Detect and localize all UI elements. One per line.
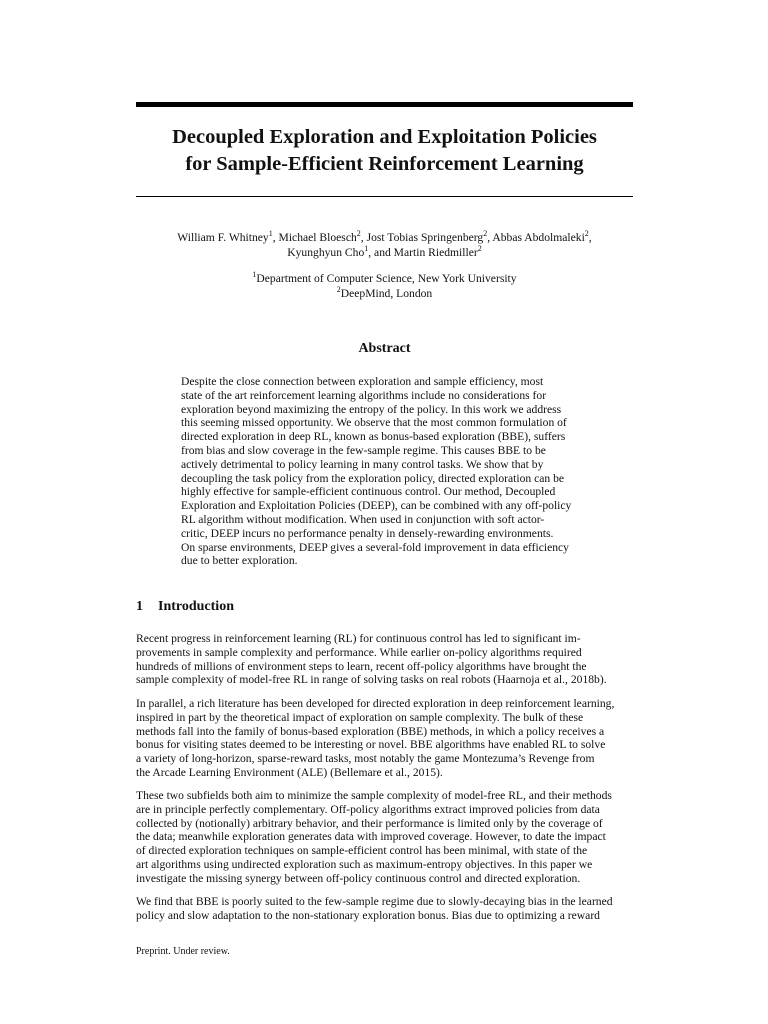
author-name: , Michael Bloesch [272,231,357,244]
affiliation-line [136,271,633,286]
author-line [136,230,633,245]
intro-paragraph [136,895,633,923]
paragraph-line: investigate the missing synergy between off-policy continuous control and directed exploration. [136,871,581,885]
affiliation-marker: 2 [477,244,482,254]
intro-paragraph [136,789,633,886]
abstract-line: due to better exploration. [181,554,298,568]
affiliation-list [136,271,633,301]
paragraph-line: a variety of long-horizon, sparse-reward tasks, most notably the game Montezuma’s Revenge from [136,752,595,766]
affiliation-marker: 2 [483,229,488,239]
paragraph-line: provements in sample complexity and performance. While earlier on-policy algorithms required [136,645,582,659]
abstract-line: Exploration and Exploitation Policies (DEEP), can be combined with any off-policy [181,499,572,513]
abstract-line: from bias and slow coverage in the few-sample regime. This causes BBE to be [181,443,546,457]
affiliation-marker: 2 [356,229,361,239]
affiliation-marker: 1 [364,244,369,254]
paragraph-line: policy and slow adaptation to the non-stationary exploration bonus. Bias due to optimizing a reward [136,908,600,922]
author-name: William F. Whitney [177,231,269,244]
paragraph-line: sample complexity of model-free RL in range of solving tasks on real robots (Haarnoja et al., 2018b). [136,673,607,687]
abstract-body [181,375,589,568]
paragraph-line: of directed exploration techniques on sample-efficient control has been minimal, with state of the [136,844,588,858]
paragraph-line: the Arcade Learning Environment (ALE) (Bellemare et al., 2015). [136,765,443,779]
paragraph-line: the data; meanwhile exploration generates data with improved coverage. However, to date the impact [136,830,606,844]
abstract-line: RL algorithm without modification. When used in conjunction with soft actor- [181,512,545,526]
section-title: Introduction [158,599,234,614]
author-name: , Abbas Abdolmaleki [487,231,585,244]
abstract-line: critic, DEEP incurs no performance penalty in densely-rewarding environments. [181,526,554,540]
paper-title-line: for Sample-Efficient Reinforcement Learning [185,153,584,175]
intro-paragraph [136,632,633,687]
preprint-footer: Preprint. Under review. [136,946,230,957]
affiliation-marker: 2 [584,229,589,239]
paragraph-line: In parallel, a rich literature has been developed for directed exploration in deep reinforcement learning, [136,697,615,710]
title-bottom-rule [136,196,633,197]
abstract-line: state of the art reinforcement learning algorithms include no considerations for [181,388,547,402]
abstract-line: this seeming missed opportunity. We observe that the most common formulation of [181,416,567,430]
abstract-line: directed exploration in deep RL, known as bonus-based exploration (BBE), suffers [181,430,566,444]
paragraph-line: bonus for visiting states deemed to be interesting or novel. BBE algorithms have enabled RL to solve [136,738,606,752]
author-name: , Jost Tobias Springenberg [360,231,484,244]
abstract-line: highly effective for sample-efficient continuous control. Our method, Decoupled [181,485,556,499]
intro-paragraph [136,697,633,780]
section-heading-introduction [136,599,234,615]
title-top-rule [136,102,633,107]
paper-title [136,124,633,178]
author-line [136,245,633,260]
paper-title-line: Decoupled Exploration and Exploitation Policies [172,126,597,148]
affiliation-line [136,286,633,301]
author-name: , and Martin Riedmiller [368,246,478,259]
author-list [136,230,633,260]
author-separator: , [588,231,592,244]
abstract-line: exploration beyond maximizing the entropy of the policy. In this work we address [181,402,562,416]
paragraph-line: collected by (notionally) arbitrary behavior, and their performance is limited only by the coverage of [136,816,603,830]
abstract-line: Despite the close connection between exploration and sample efficiency, most [181,375,544,388]
author-name: Kyunghyun Cho [287,246,365,259]
affiliation-marker: 1 [252,270,257,280]
paragraph-line: Recent progress in reinforcement learning (RL) for continuous control has led to significant im- [136,632,581,645]
abstract-line: decoupling the task policy from the exploration policy, directed exploration can be [181,471,565,485]
section-number: 1 [136,599,143,614]
paragraph-line: We find that BBE is poorly suited to the few-sample regime due to slowly-decaying bias in the learned [136,895,613,908]
affiliation-name: DeepMind, London [340,287,433,300]
abstract-line: On sparse environments, DEEP gives a several-fold improvement in data efficiency [181,540,569,554]
affiliation-marker: 2 [336,285,341,295]
affiliation-name: Department of Computer Science, New York University [256,272,517,285]
paragraph-line: hundreds of millions of environment steps to learn, recent off-policy algorithms have brought the [136,659,587,673]
paragraph-line: methods fall into the family of bonus-based exploration (BBE) methods, in which a policy receives a [136,724,605,738]
abstract-line: actively detrimental to policy learning in many control tasks. We show that by [181,457,544,471]
paragraph-line: are in principle perfectly complementary. Off-policy algorithms extract improved policies from data [136,802,600,816]
paragraph-line: art algorithms using undirected exploration such as maximum-entropy objectives. In this paper we [136,857,593,871]
paragraph-line: These two subfields both aim to minimize the sample complexity of model-free RL, and their methods [136,789,612,802]
affiliation-marker: 1 [268,229,273,239]
paragraph-line: inspired in part by the theoretical impact of exploration on sample complexity. The bulk of these [136,710,584,724]
abstract-heading: Abstract [358,341,411,356]
